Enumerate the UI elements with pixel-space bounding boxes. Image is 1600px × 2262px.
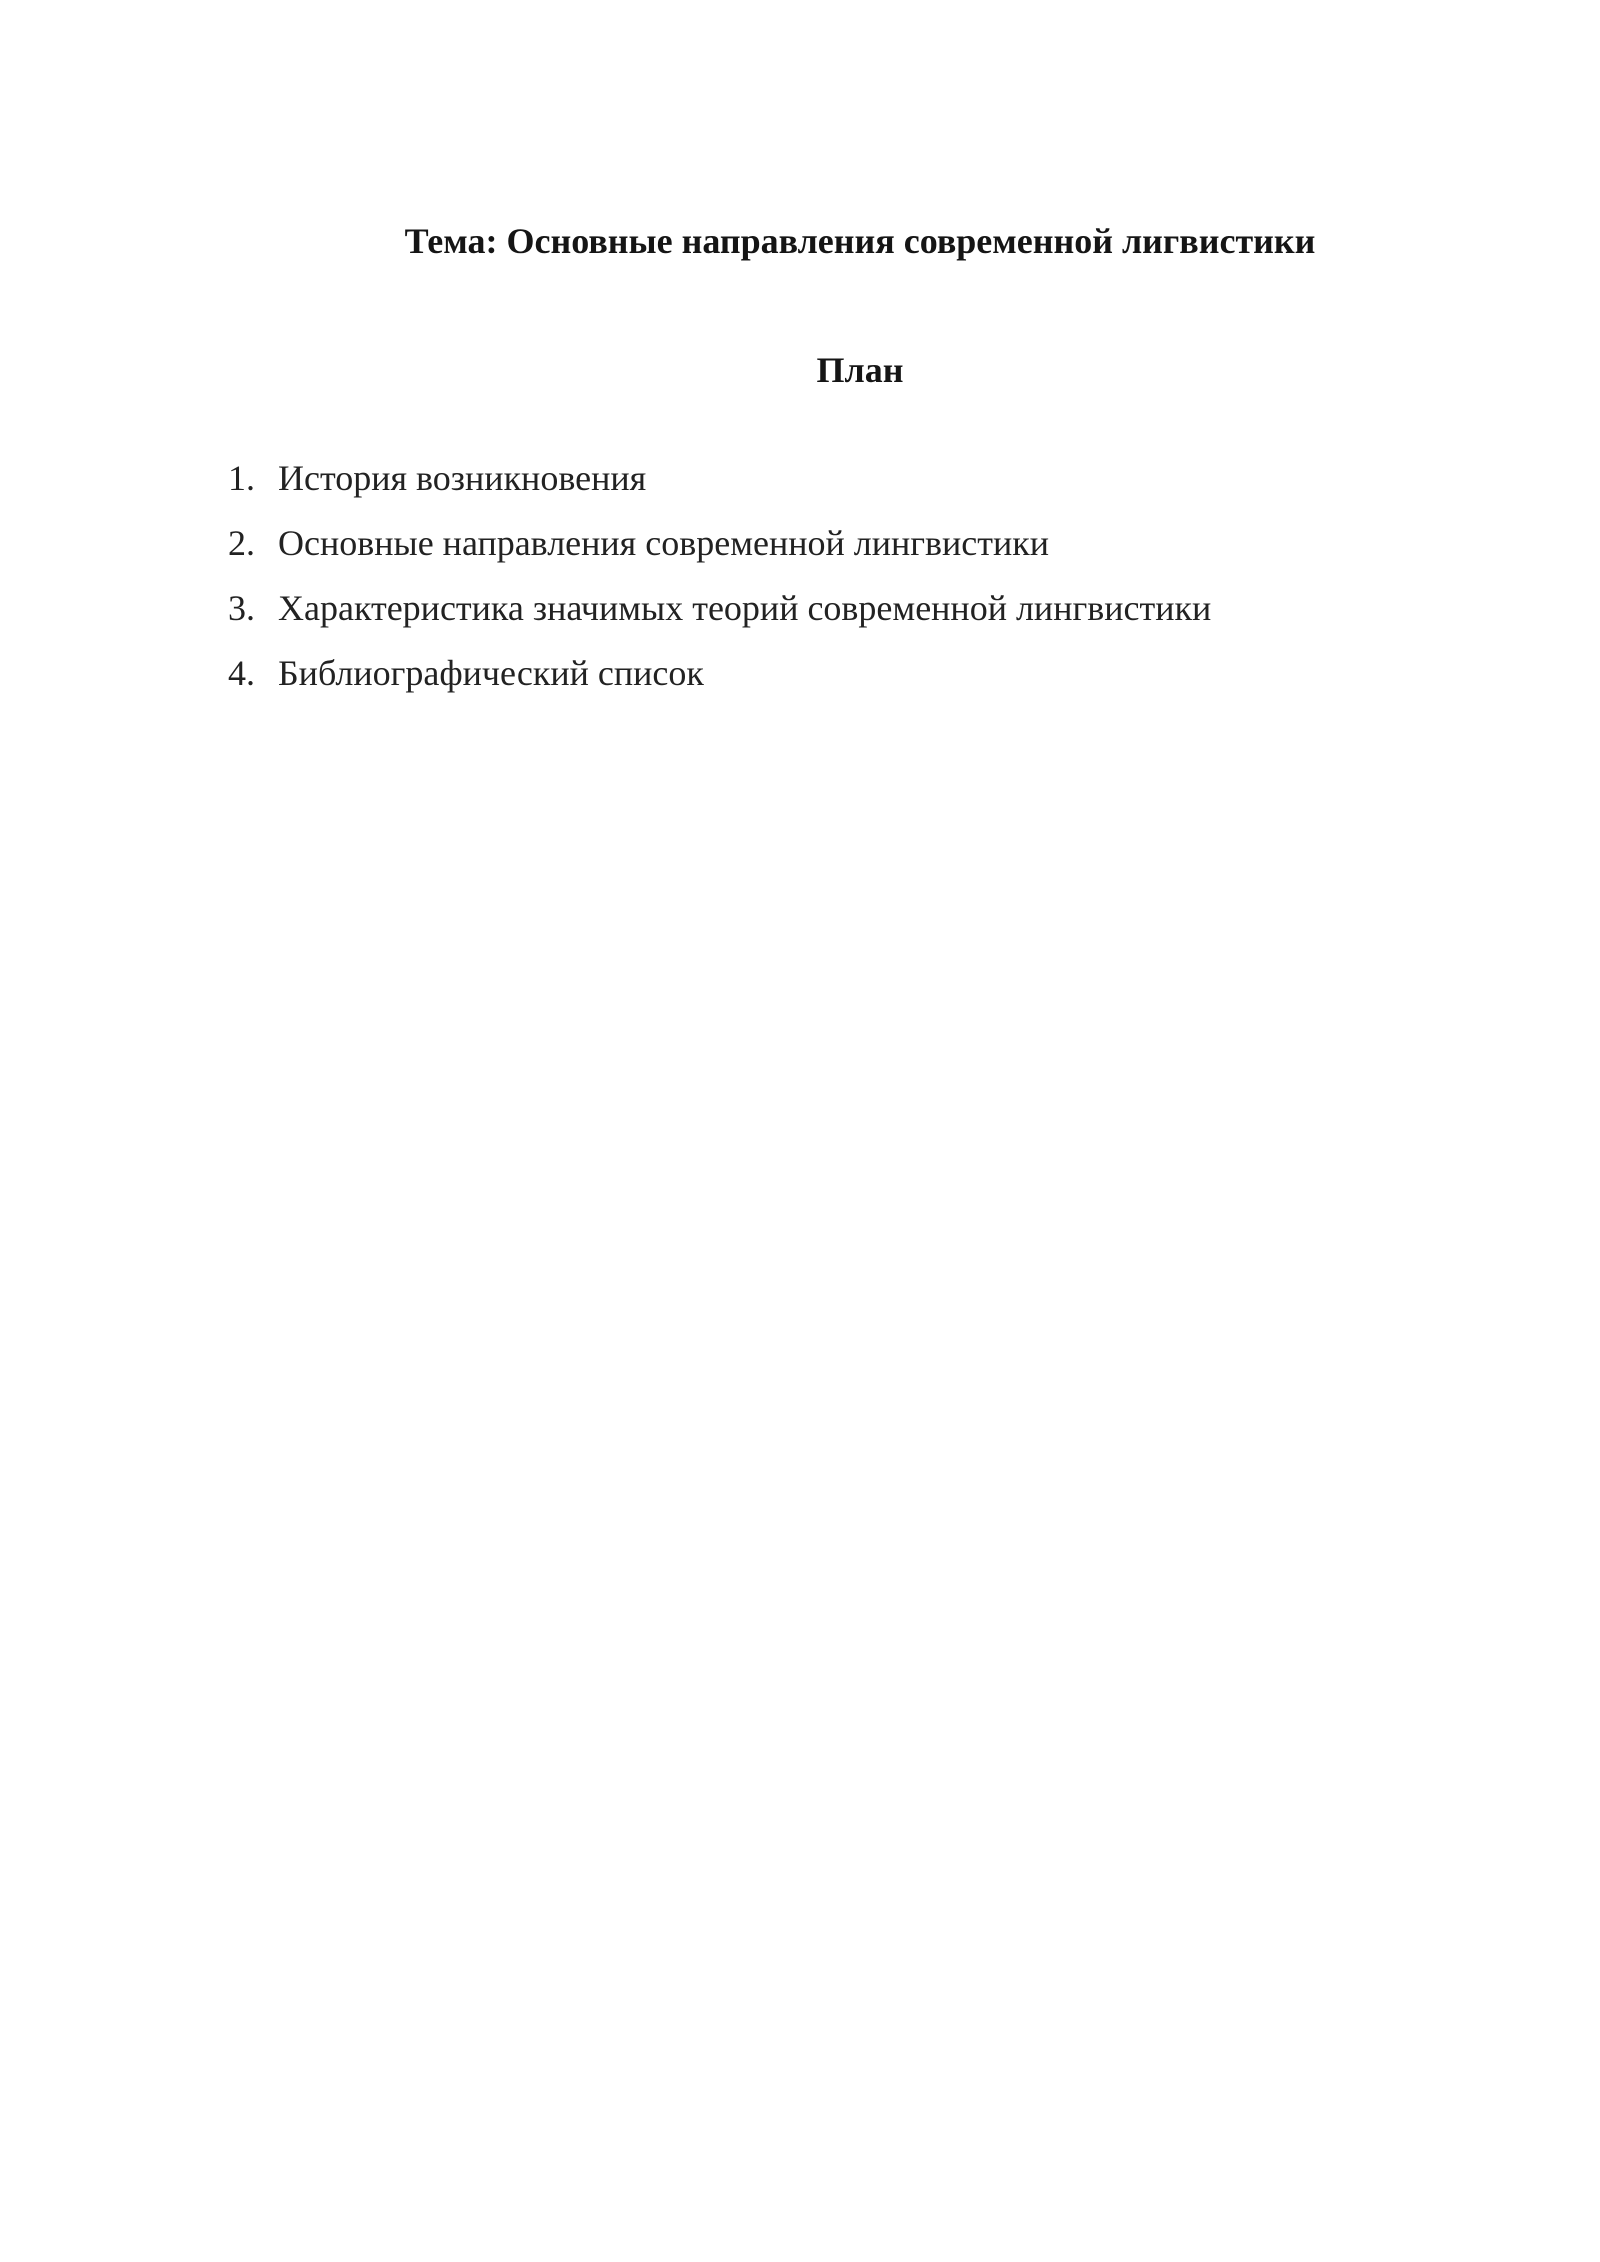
plan-item-text: Характеристика значимых теорий современной лингвистики [278,588,1212,628]
plan-item-text: Библиографический список [278,653,704,693]
plan-item-number: 2. [228,523,255,563]
plan-item-text: История возникновения [278,458,647,498]
plan-heading: План [816,350,904,390]
plan-item [228,451,1211,516]
plan-item [228,516,1211,581]
plan-item [228,646,1211,711]
plan-item-text: Основные направления современной лингвистики [278,523,1050,563]
document-title: Тема: Основные направления современной лигвистики [404,221,1316,261]
plan-item-number: 1. [228,458,255,498]
plan-item-number: 3. [228,588,255,628]
plan-list [228,451,1211,711]
plan-item-number: 4. [228,653,255,693]
plan-item [228,581,1211,646]
